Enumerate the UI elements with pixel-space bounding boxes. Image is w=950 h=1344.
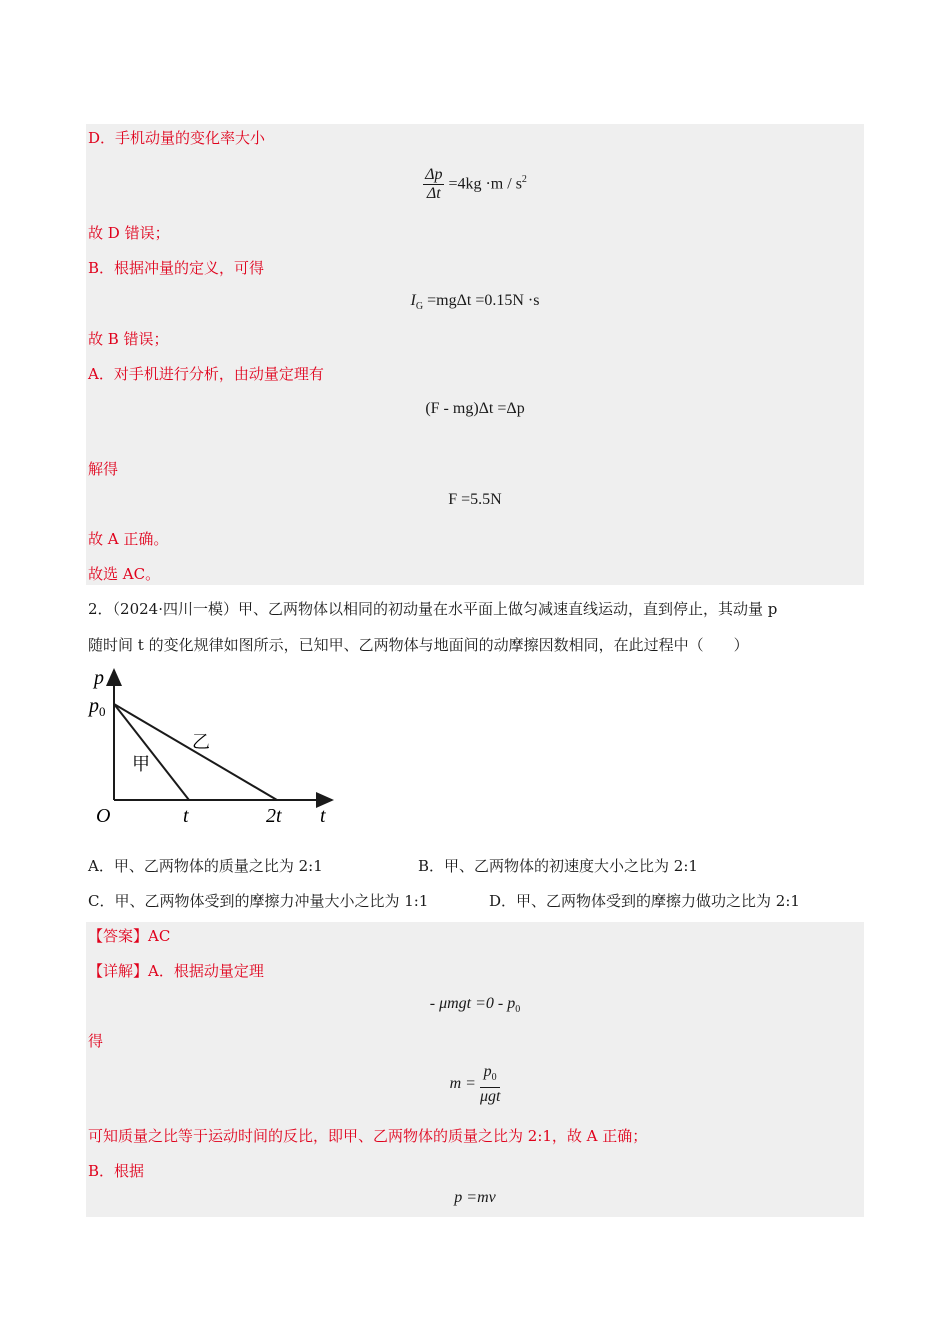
answer-line [88,925,170,947]
option-b-conclusion: 故 B 错误； [88,330,169,348]
detail-text: A．根据动量定理 [148,962,264,980]
equation-momentum-rate [86,158,864,206]
option-b-analysis: B．根据冲量的定义，可得 [88,259,265,277]
p-axis-label: p [94,667,104,689]
option-a-conclusion: 故 A 正确。 [88,530,169,548]
option-a-analysis: A．对手机进行分析，由动量定理有 [88,365,324,383]
option-a: A．甲、乙两物体的质量之比为 2:1 [88,857,323,875]
detail-tag: 【详解】 [88,962,149,980]
eq-d-rhs: =4kg ·m / s [448,175,522,193]
equation-p-mv: p =mv [454,1189,496,1206]
origin-label: O [96,805,111,827]
eq1-sub: 0 [515,1004,521,1016]
eq2-numerator: $p_0$ [480,1063,500,1088]
answer-tag: 【答案】 [88,927,149,945]
option-c: C．甲、乙两物体受到的摩擦力冲量大小之比为 1:1 [88,892,429,910]
p0-label: $p_0$ [89,695,106,719]
equation-momentum-theorem-2 [86,993,864,1021]
momentum-time-graph [86,662,346,832]
eq-b-rhs: =mgΔt =0.15N ·s [427,292,540,309]
eq2-lhs: m = [449,1075,476,1092]
solve-label: 解得 [88,460,119,478]
eq-d-numerator: Δp [425,166,443,184]
equation-impulse [86,290,864,318]
option-b: B．甲、乙两物体的初速度大小之比为 2:1 [418,857,698,875]
t2-label: 2t [266,805,282,827]
line-jia [114,704,189,800]
detail-line [88,960,264,982]
equation-mass [86,1062,864,1106]
t1-label: t [183,805,189,827]
final-choice: 故选 AC。 [88,565,161,583]
eq1-lhs: - μmgt =0 - p [429,995,516,1012]
option-d: D．甲、乙两物体受到的摩擦力做功之比为 2:1 [489,892,800,910]
de-label: 得 [88,1032,104,1050]
eq-d-sup: 2 [521,174,527,185]
label-yi: 乙 [192,732,210,752]
question-2-line2: 随时间 t 的变化规律如图所示，已知甲、乙两物体与地面间的动摩擦因数相同，在此过程中（ ） [88,636,749,654]
mass-ratio-conclusion: 可知质量之比等于运动时间的反比，即甲、乙两物体的质量之比为 2:1，故 A 正确； [88,1127,648,1145]
question-2-line1: 2．（2024·四川一模）甲、乙两物体以相同的初动量在水平面上做匀减速直线运动，直到停止，其动量 p [88,600,778,618]
equation-momentum-theorem: (F - mg)Δt =Δp [425,400,525,417]
line-yi [114,704,277,800]
equation-force-result: F =5.5N [448,491,502,508]
eq2-denominator: μgt [479,1087,501,1105]
option-b-basis: B．根据 [88,1162,145,1180]
eq-b-sub: G [415,301,424,313]
eq-b-lhs: I [410,292,416,309]
option-d-conclusion: 故 D 错误； [88,224,170,242]
eq-d-denominator: Δt [426,185,441,203]
t-axis-label: t [320,805,326,827]
option-d-analysis: D．手机动量的变化率大小 [88,129,266,147]
label-jia: 甲 [132,754,150,774]
answer-value: AC [148,927,171,945]
